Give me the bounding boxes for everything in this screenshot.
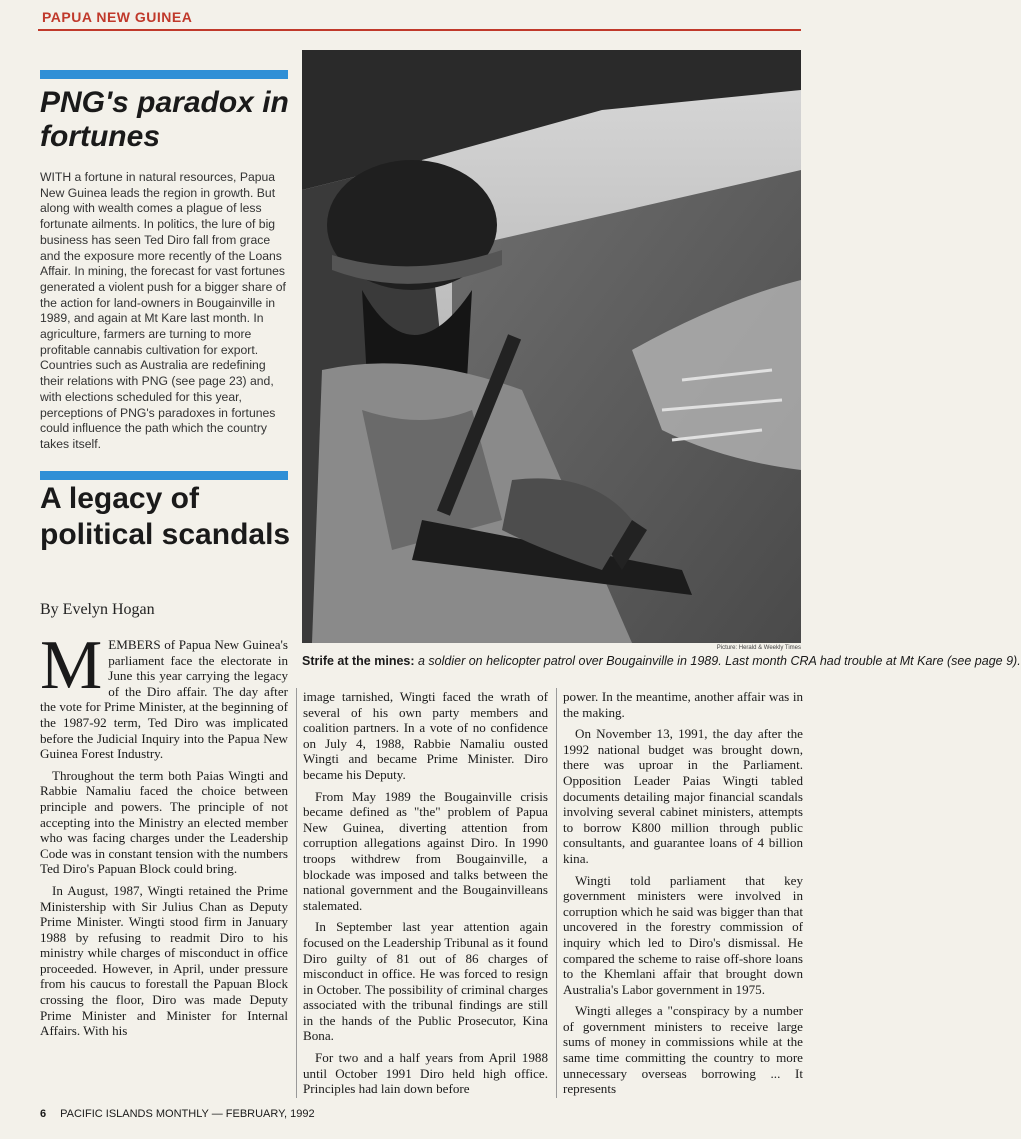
paragraph: Throughout the term both Paias Wingti and Rabbie Namaliu faced the choice between principle and powers. The principle of not accepting into the Ministry an elected member who was facing charges under the Leadership Code was in constant tension with the numbers Ted Diro's Papuan Block could bring. bbox=[40, 767, 288, 877]
article-column-3 bbox=[563, 689, 803, 1103]
article-headline: A legacy of political scandals bbox=[40, 482, 291, 551]
paragraph: Wingti told parliament that key government ministers were involved in corruption which he said was bigger than that uncovered in the forestry commission of inquiry which led to Diro's dismissal. He compared the scheme to raise off-shore loans to the Khemlani affair that brought down Australia's Labor government in 1975. bbox=[563, 872, 803, 997]
paragraph: For two and a half years from April 1988 until October 1991 Diro held high office. Principles had lain down before bbox=[303, 1050, 548, 1097]
paragraph: From May 1989 the Bougainville crisis became defined as "the" problem of Papua New Guinea, diverting attention from corruption allegations against Diro. In 1990 troops withdrew from Bougainville, a blockade was imposed and talks between the national government and the Bougainvilleans stalemated. bbox=[303, 788, 548, 913]
soldier-helicopter-photo bbox=[302, 50, 801, 643]
byline: By Evelyn Hogan bbox=[40, 601, 155, 618]
paragraph: image tarnished, Wingti faced the wrath of several of his own party members and coalition partners. In a vote of no confidence on July 4, 1988, Rabbie Namaliu ousted Wingti and became Prime Minister. Diro became his Deputy. bbox=[303, 689, 548, 782]
paragraph: EMBERS of Papua New Guinea's parliament face the electorate in June this year carrying the legacy of the Diro affair. The day after the vote for Prime Minister, at the beginning of the 1987-92 term, Ted Diro was implicated before the Judicial Inquiry into the Papua New Guinea Forest Industry. bbox=[40, 637, 288, 762]
paragraph: In September last year attention again focused on the Leadership Tribunal as it found Diro guilty of 81 out of 86 charges of misconduct in office. He was forced to resign in October. The possibility of criminal charges associated with the tribunal findings are still in the hands of the Public Prosecutor, Kina Bona. bbox=[303, 919, 548, 1044]
paragraph: In August, 1987, Wingti retained the Prime Ministership with Sir Julius Chan as Deputy Prime Minister. Wingti stood firm in January 1988 by refusing to readmit Diro to his ministry while charges of misconduct in office proceeded. However, in April, under pressure from his caucus to forestall the Papuan Block crossing the floor, Diro was made Deputy Prime Minister and Minister for Internal Affairs. With his bbox=[40, 882, 288, 1039]
article-column-2 bbox=[303, 689, 548, 1103]
page-number: 6 bbox=[40, 1108, 47, 1120]
paragraph: Wingti alleges a "conspiracy by a number of government ministers to receive large sums of money in commissions while at the same time committing the country to more unnecessary overseas borrowing ... It represents bbox=[563, 1003, 803, 1097]
article-column-1 bbox=[40, 627, 288, 1045]
accent-bar-top bbox=[40, 70, 288, 79]
header-rule bbox=[38, 29, 801, 31]
photo-caption bbox=[302, 654, 1021, 669]
caption-lead: Strife at the mines: bbox=[302, 654, 415, 668]
paragraph: power. In the meantime, another affair was in the making. bbox=[563, 689, 803, 720]
column-divider bbox=[296, 688, 297, 1098]
page-footer bbox=[40, 1108, 315, 1120]
section-label: PAPUA NEW GUINEA bbox=[42, 9, 193, 25]
column-divider bbox=[556, 688, 557, 1098]
paragraph: On November 13, 1991, the day after the 1992 national budget was brought down, there was uproar in the Parliament. Opposition Leader Paias Wingti tabled documents detailing major financial scandals involving several cabinet ministers, attempts to borrow K800 million through public consultants, and guarantee loans of 4 billion kina. bbox=[563, 726, 803, 866]
publication-info: PACIFIC ISLANDS MONTHLY — FEBRUARY, 1992 bbox=[60, 1108, 315, 1120]
accent-bar-middle bbox=[40, 471, 288, 480]
photo-illustration bbox=[302, 50, 801, 643]
lead-intro: WITH a fortune in natural resources, Papua New Guinea leads the region in growth. But along with wealth comes a plague of less fortunate ailments. In politics, the lure of big business has seen Ted Diro fall from grace and the exposure more recently of the Loans Affair. In mining, the forecast for vast fortunes generated a violent push for a bigger share of the action for land-owners in Bougainville in 1989, and again at Mt Kare last month. In agriculture, farmers are turning to more profitable cannabis cultivation for export. Countries such as Australia are redefining their relations with PNG (see page 23) and, with elections scheduled for this year, perceptions of PNG's paradoxes in fortunes could influence the path which the country takes itself. bbox=[40, 170, 286, 451]
photo-credit: Picture: Herald & Weekly Times bbox=[716, 645, 801, 651]
caption-text: a soldier on helicopter patrol over Bougainville in 1989. Last month CRA had trouble at Mt Kare (see page 9). bbox=[414, 654, 1021, 668]
drop-cap: M bbox=[40, 627, 103, 704]
lead-headline: PNG's paradox in fortunes bbox=[40, 86, 289, 153]
